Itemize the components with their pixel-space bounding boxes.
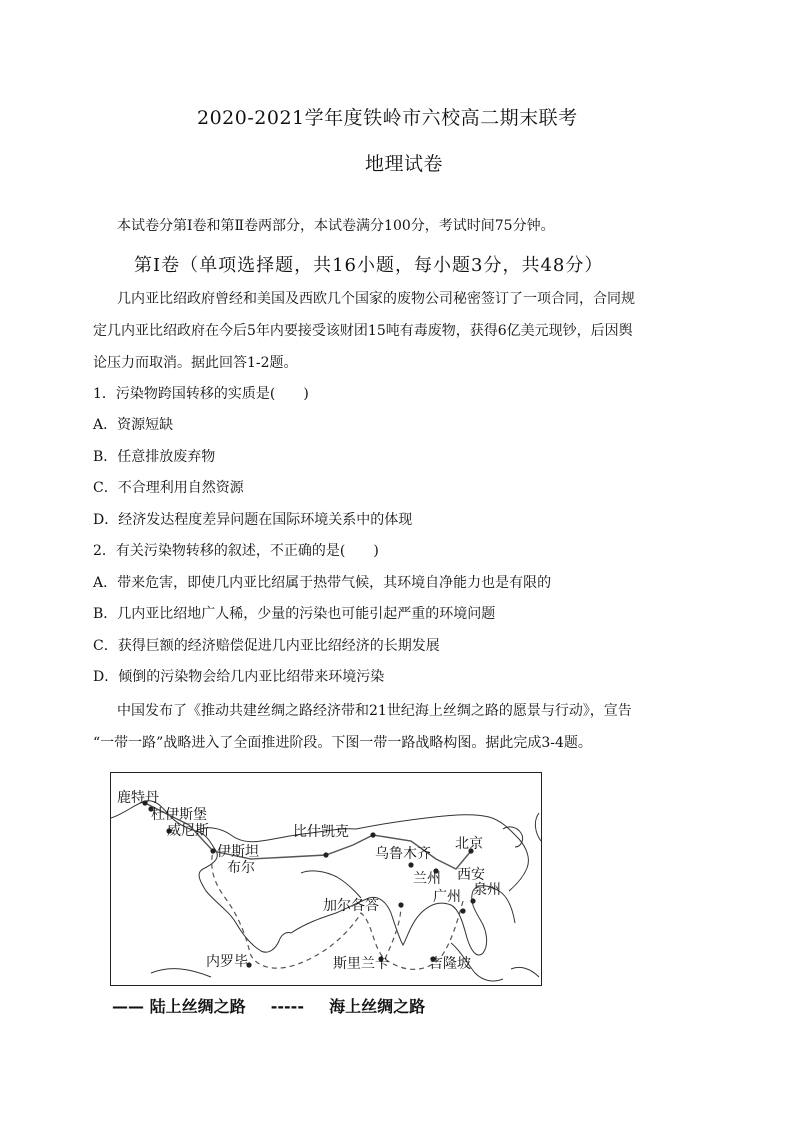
exam-title: 2020-2021学年度铁岭市六校高二期末联考: [197, 107, 578, 129]
city-label-venice: 威尼斯: [167, 823, 209, 839]
city-label-urumqi: 乌鲁木齐: [375, 846, 431, 862]
city-label-bishkek: 比什凯克: [293, 824, 349, 840]
city-label-kuala-lumpur: 吉隆坡: [429, 956, 471, 972]
legend-sea-mark: -----: [270, 997, 304, 1016]
question-2-option-c: C．获得巨额的经济赔偿促进几内亚比绍经济的长期发展: [93, 638, 440, 654]
legend-land-mark: ——: [112, 997, 144, 1016]
sea-silk-road-branch: [385, 905, 401, 959]
passage-1-line-3: 论压力而取消。据此回答1-2题。: [93, 355, 298, 371]
question-2-option-a: A．带来危害，即使几内亚比绍属于热带气候，其环境自净能力也是有限的: [93, 575, 552, 591]
city-label-beijing: 北京: [455, 836, 483, 852]
city-label-sri-lanka: 斯里兰卡: [333, 956, 389, 972]
question-2-stem: 2．有关污染物转移的叙述，不正确的是( ): [93, 543, 379, 559]
bishkek-marker: [323, 852, 328, 857]
city-label-xian: 西安: [457, 867, 485, 883]
city-label-quanzhou: 泉州: [473, 882, 501, 898]
city-label-kolkata: 加尔各答: [323, 898, 379, 914]
question-1-stem: 1．污染物跨国转移的实质是( ): [93, 386, 309, 402]
belt-and-road-map: [110, 772, 542, 986]
city-label-nairobi: 内罗毕: [206, 954, 248, 970]
city-label-istanbul-2: 布尔: [227, 860, 255, 876]
section-title: 第Ⅰ卷（单项选择题，共16小题，每小题3分，共48分）: [134, 255, 604, 276]
question-2-option-b: B．几内亚比绍地广人稀，少量的污染也可能引起严重的环境问题: [93, 606, 496, 622]
legend-land-label: 陆上丝绸之路: [149, 997, 246, 1016]
map-legend: [112, 994, 425, 1017]
istanbul-marker: [210, 848, 215, 853]
passage-1-line-1: 几内亚比绍政府曾经和美国及西欧几个国家的废物公司秘密签订了一项合同，合同规: [117, 291, 635, 307]
urumqi-marker: [370, 832, 375, 837]
question-1-option-c: C．不合理利用自然资源: [93, 480, 244, 496]
legend-sea-label: 海上丝绸之路: [329, 997, 426, 1016]
city-label-istanbul-1: 伊斯坦: [217, 844, 259, 860]
question-1-option-d: D．经济发达程度差异问题在国际环境关系中的体现: [93, 512, 413, 528]
city-label-rotterdam: 鹿特丹: [117, 790, 159, 806]
question-1-option-a: A．资源短缺: [93, 417, 174, 433]
question-1-option-b: B．任意排放废弃物: [93, 449, 216, 465]
exam-intro: 本试卷分第Ⅰ卷和第Ⅱ卷两部分，本试卷满分100分，考试时间75分钟。: [117, 218, 555, 234]
guangzhou-marker: [460, 908, 465, 913]
passage-2-line-2: “一带一路”战略进入了全面推进阶段。下图一带一路战略构图。据此完成3-4题。: [93, 735, 592, 751]
quanzhou-marker: [470, 898, 475, 903]
city-label-duisburg: 杜伊斯堡: [151, 807, 207, 823]
exam-subtitle: 地理试卷: [365, 153, 444, 175]
city-label-lanzhou: 兰州: [413, 871, 441, 887]
passage-2-line-1: 中国发布了《推动共建丝绸之路经济带和21世纪海上丝绸之路的愿景与行动》，宣告: [117, 703, 632, 719]
kolkata-marker: [398, 902, 403, 907]
question-2-option-d: D．倾倒的污染物会给几内亚比绍带来环境污染: [93, 669, 385, 685]
lanzhou-marker: [408, 862, 413, 867]
city-label-guangzhou: 广州: [433, 889, 461, 905]
passage-1-line-2: 定几内亚比绍政府在今后5年内要接受该财团15吨有毒废物，获得6亿美元现钞，后因舆: [93, 323, 633, 339]
